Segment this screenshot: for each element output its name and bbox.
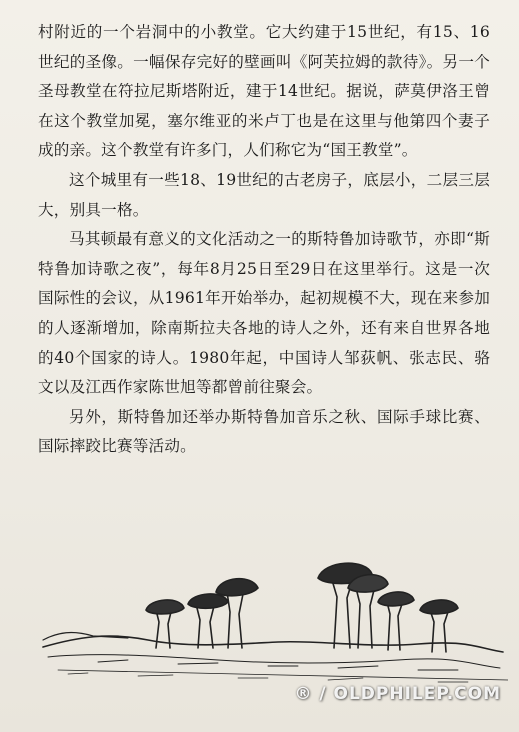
paragraph-4: 另外，斯特鲁加还举办斯特鲁加音乐之秋、国际手球比赛、国际摔跤比赛等活动。 [38,407,490,456]
paragraph-1: 村附近的一个岩洞中的小教堂。它大约建于15世纪，有15、16世纪的圣像。一幅保存完好的壁画叫《阿芙拉姆的款待》。另一个圣母教堂在符拉尼斯塔附近，建于14世纪。据说，萨莫伊洛王曾在这个教堂加冕，塞尔维亚的米卢丁也是在这里与他第四个妻子成的亲。这个教堂有许多门，人们称它为“国王教堂”。 [38,23,490,160]
watermark-text: ® / OLDPHILEP.COM [294,684,501,704]
paragraph-3: 马其顿最有意义的文化活动之一的斯特鲁加诗歌节，亦即“斯特鲁加诗歌之夜”，每年8月25日至29日在这里举行。这是一次国际性的会议，从1961年开始举办，起初规模不大，现在来参加的人逐渐增加，除南斯拉夫各地的诗人之外，还有来自世界各地的40个国家的诗人。1980年起，中国诗人邹荻帆、张志民、骆文以及江西作家陈世旭等都曾前往聚会。 [38,230,490,397]
body-text [38,18,490,462]
hoodoo-rock-pillars-sketch-icon [38,552,508,702]
paragraph-2: 这个城里有一些18、19世纪的古老房子，底层小，二层三层大，别具一格。 [38,170,490,219]
